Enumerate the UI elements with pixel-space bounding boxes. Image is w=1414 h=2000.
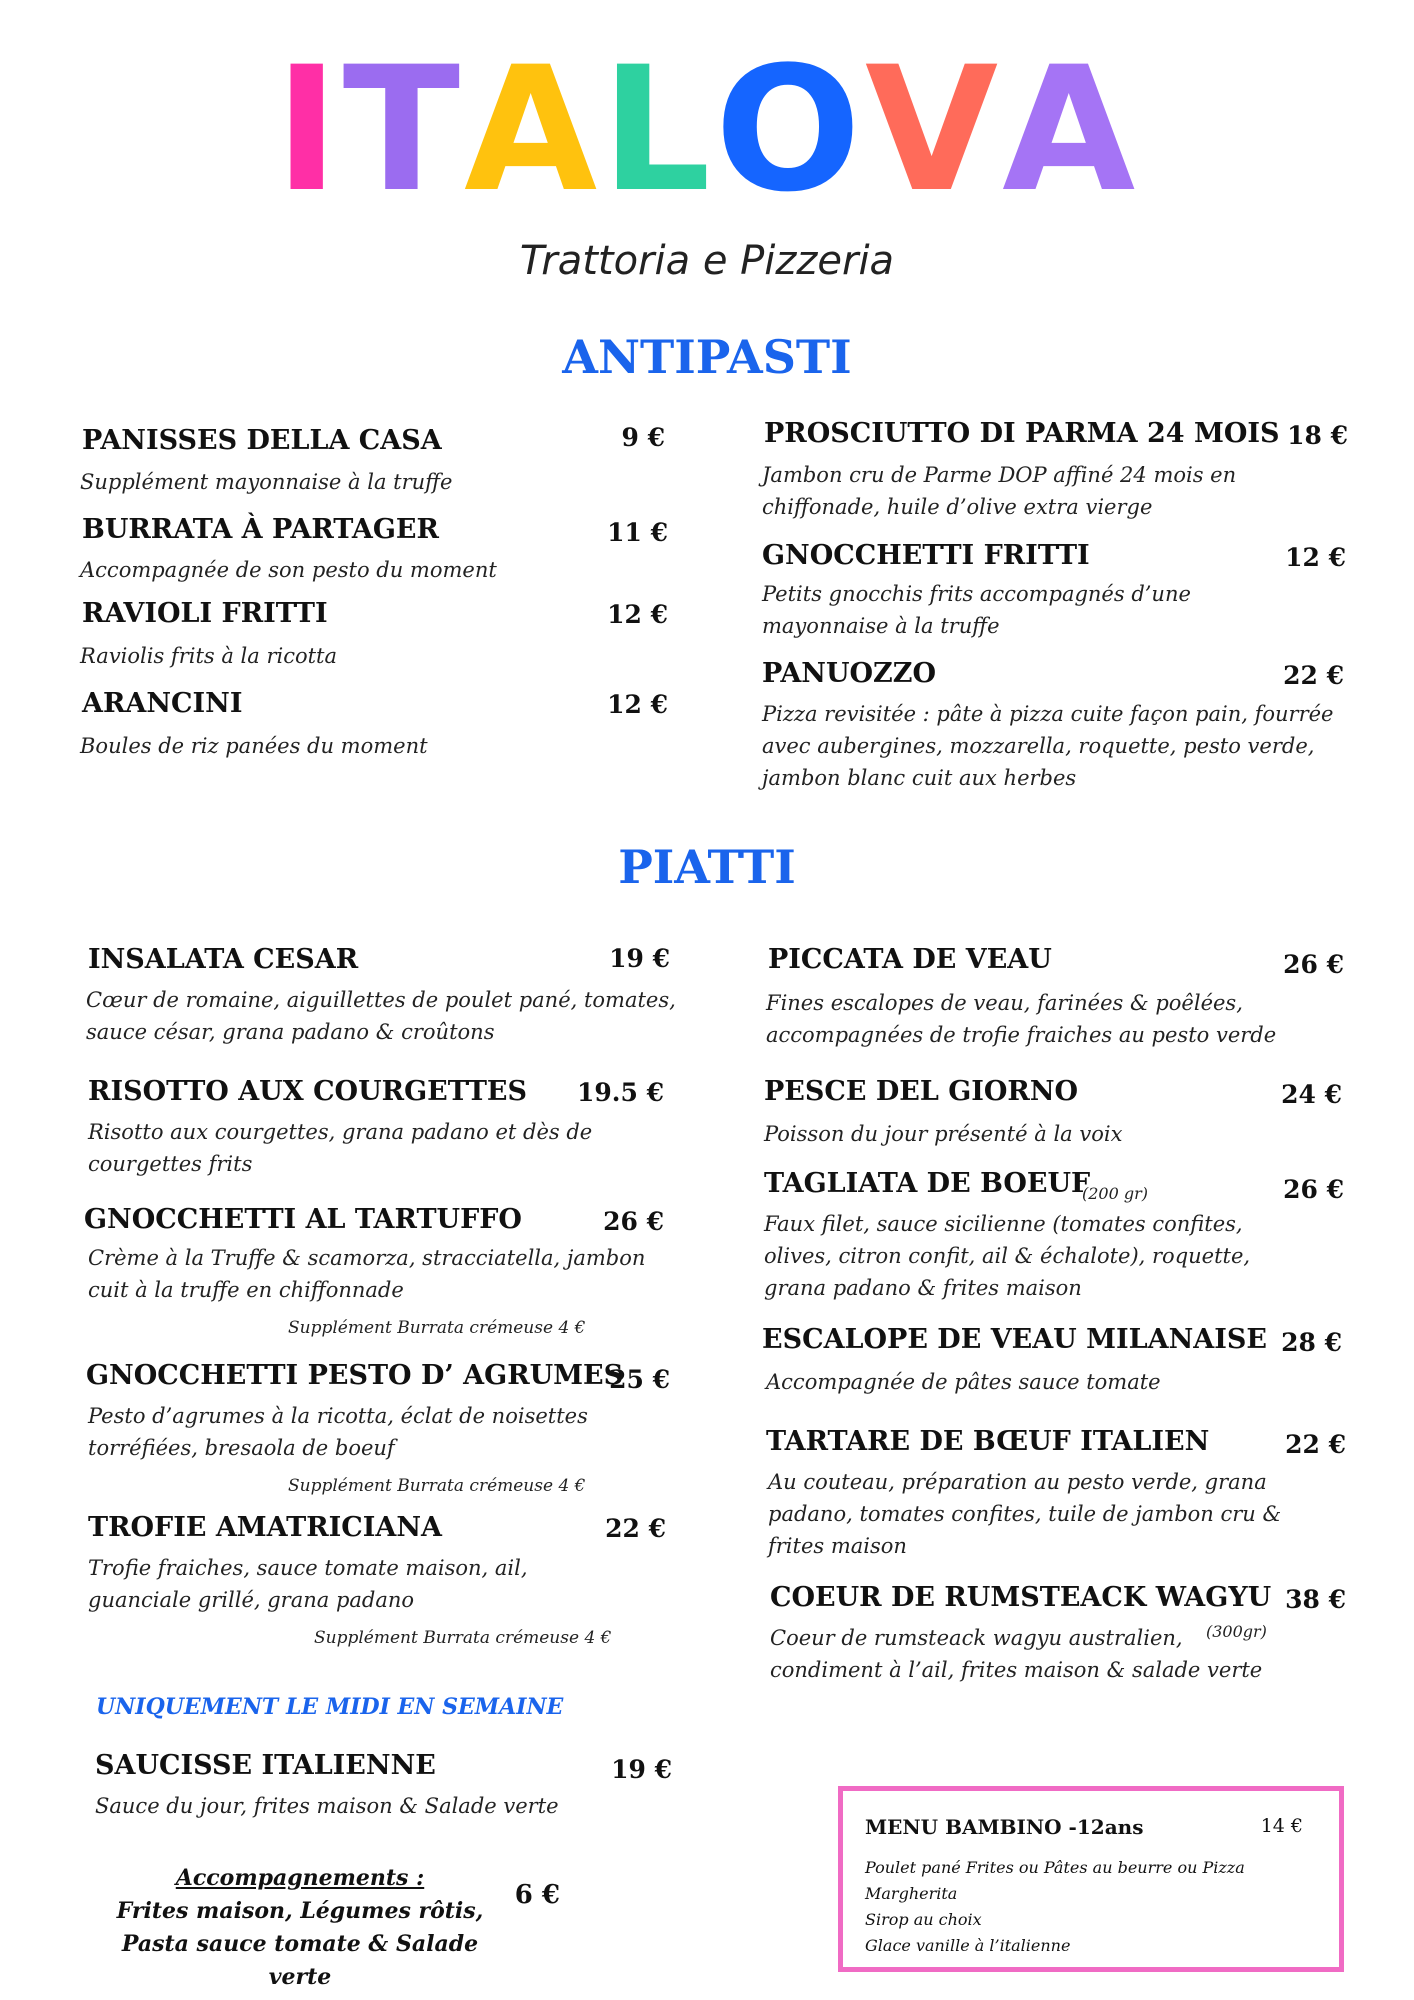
item-price: 19 €: [609, 944, 670, 973]
lunch-only-note: UNIQUEMENT LE MIDI EN SEMAINE: [96, 1694, 564, 1720]
logo-letter: I: [274, 29, 343, 230]
item-price: 25 €: [609, 1365, 670, 1394]
item-description: Cœur de romaine, aiguillettes de poulet pané, tomates, sauce césar, grana padano & croûtons: [86, 988, 676, 1044]
kids-menu-description: [865, 1855, 1305, 1959]
item-description: Sauce du jour, frites maison & Salade verte: [95, 1794, 559, 1818]
item-name: RAVIOLI FRITTI: [82, 598, 328, 629]
logo-letter: A: [464, 29, 602, 230]
logo-letter: O: [714, 29, 866, 230]
item-price: 38 €: [1285, 1585, 1346, 1614]
item-name: PANUOZZO: [762, 658, 936, 689]
item-name: PICCATA DE VEAU: [768, 944, 1052, 975]
kids-menu-title: MENU BAMBINO -12ans: [865, 1815, 1144, 1839]
section-title-antipasti: ANTIPASTI: [562, 330, 852, 384]
logo-letter: T: [342, 29, 465, 230]
item-price: 26 €: [1283, 1175, 1344, 1204]
item-price: 28 €: [1281, 1328, 1342, 1357]
sides-block: [90, 1862, 510, 1994]
item-name: INSALATA CESAR: [88, 944, 359, 975]
burrata-supplement: Supplément Burrata crémeuse 4 €: [288, 1318, 586, 1338]
item-name: RISOTTO AUX COURGETTES: [88, 1076, 528, 1107]
kids-menu-line: Sirop au choix: [865, 1910, 982, 1929]
burrata-supplement: Supplément Burrata crémeuse 4 €: [314, 1628, 612, 1648]
item-name: BURRATA À PARTAGER: [82, 514, 439, 545]
item-description: Au couteau, préparation au pesto verde, grana padano, tomates confites, tuile de jambon cru & frites maison: [768, 1470, 1282, 1558]
sides-title: Accompagnements :: [175, 1865, 425, 1891]
item-description: Faux filet, sauce sicilienne (tomates confites, olives, citron confit, ail & échalote), roquette, grana padano & frites maison: [764, 1212, 1251, 1300]
item-description: Boules de riz panées du moment: [80, 734, 428, 758]
item-name: ESCALOPE DE VEAU MILANAISE: [762, 1324, 1267, 1355]
item-description: Poisson du jour présenté à la voix: [764, 1122, 1123, 1146]
item-name: COEUR DE RUMSTEACK WAGYU: [770, 1582, 1272, 1613]
item-description: Jambon cru de Parme DOP affiné 24 mois en chiffonade, huile d’olive extra vierge: [762, 463, 1237, 519]
item-name: PROSCIUTTO DI PARMA 24 MOIS: [764, 418, 1280, 449]
item-description: Pizza revisitée : pâte à pizza cuite façon pain, fourrée avec aubergines, mozzarella, roquette, pesto verde, jambon blanc cuit aux herbes: [762, 702, 1334, 790]
item-description: Accompagnée de pâtes sauce tomate: [766, 1370, 1161, 1394]
item-description: Fines escalopes de veau, farinées & poêlées, accompagnées de trofie fraiches au pesto verde: [766, 991, 1277, 1047]
sides-price: 6 €: [514, 1880, 560, 1910]
item-description: Petits gnocchis frits accompagnés d’une mayonnaise à la truffe: [762, 582, 1191, 638]
item-price: 12 €: [607, 690, 668, 719]
item-description: Raviolis frits à la ricotta: [80, 644, 338, 668]
item-description: Risotto aux courgettes, grana padano et dès de courgettes frits: [88, 1120, 593, 1176]
item-price: 12 €: [1285, 543, 1346, 572]
item-name: ARANCINI: [82, 688, 243, 719]
item-name: GNOCCHETTI PESTO D’ AGRUMES: [86, 1360, 624, 1391]
sides-line: Pasta sauce tomate & Salade verte: [121, 1931, 479, 1990]
item-price: 19.5 €: [577, 1078, 664, 1107]
item-description: Coeur de rumsteack wagyu australien, condiment à l’ail, frites maison & salade verte: [770, 1626, 1263, 1682]
item-name: GNOCCHETTI FRITTI: [762, 540, 1090, 571]
item-name: PESCE DEL GIORNO: [764, 1076, 1079, 1107]
item-price: 9 €: [621, 423, 665, 452]
item-name: TARTARE DE BŒUF ITALIEN: [766, 1426, 1210, 1457]
item-description: Pesto d’agrumes à la ricotta, éclat de noisettes torréfiées, bresaola de boeuf: [88, 1404, 588, 1460]
restaurant-subtitle: Trattoria e Pizzeria: [519, 238, 895, 284]
item-price: 22 €: [1285, 1430, 1346, 1459]
logo-letter: V: [865, 29, 1003, 230]
restaurant-logo: [0, 29, 1414, 230]
kids-menu-price: 14 €: [1260, 1815, 1303, 1837]
item-name: TAGLIATA DE BOEUF: [764, 1168, 1091, 1199]
burrata-supplement: Supplément Burrata crémeuse 4 €: [288, 1476, 586, 1496]
item-price: 12 €: [607, 600, 668, 629]
item-name: PANISSES DELLA CASA: [82, 425, 442, 456]
item-price: 11 €: [607, 518, 668, 547]
item-weight: (200 gr): [1082, 1184, 1148, 1203]
item-price: 19 €: [611, 1755, 672, 1784]
item-name: GNOCCHETTI AL TARTUFFO: [84, 1204, 522, 1235]
item-description: Crème à la Truffe & scamorza, stracciatella, jambon cuit à la truffe en chiffonnade: [88, 1246, 646, 1302]
item-description: Supplément mayonnaise à la truffe: [80, 470, 453, 494]
sides-line: Frites maison, Légumes rôtis,: [116, 1898, 484, 1924]
section-title-piatti: PIATTI: [618, 840, 796, 894]
logo-letter: L: [601, 29, 715, 230]
item-name: TROFIE AMATRICIANA: [88, 1512, 442, 1543]
item-price: 26 €: [1283, 950, 1344, 979]
kids-menu-box: [838, 1786, 1344, 1972]
item-description: Accompagnée de son pesto du moment: [80, 558, 497, 582]
kids-menu-line: Poulet pané Frites ou Pâtes au beurre ou Pizza Margherita: [865, 1858, 1245, 1903]
item-price: 22 €: [1283, 661, 1344, 690]
kids-menu-line: Glace vanille à l’italienne: [865, 1936, 1071, 1955]
item-name: SAUCISSE ITALIENNE: [95, 1750, 436, 1781]
item-price: 24 €: [1281, 1080, 1342, 1109]
logo-letter: A: [1002, 29, 1140, 230]
item-price: 22 €: [605, 1514, 666, 1543]
item-price: 26 €: [603, 1207, 664, 1236]
item-price: 18 €: [1287, 421, 1348, 450]
item-weight: (300gr): [1206, 1622, 1267, 1641]
item-description: Trofie fraiches, sauce tomate maison, ail, guanciale grillé, grana padano: [88, 1556, 528, 1612]
